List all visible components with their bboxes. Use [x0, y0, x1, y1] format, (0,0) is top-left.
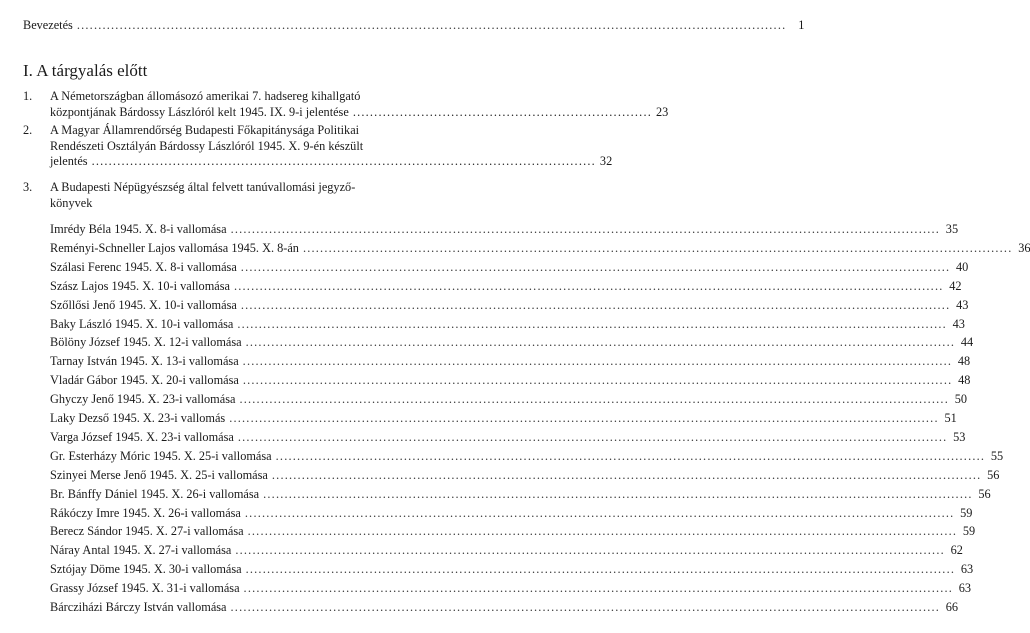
entry-line	[50, 104, 669, 121]
toc-page-number: 59	[960, 505, 973, 520]
toc-entry-1[interactable]	[23, 89, 669, 120]
entry-line	[50, 154, 613, 170]
entry-number: 1.	[23, 89, 33, 103]
section-heading: I. A tárgyalás előtt	[23, 61, 148, 80]
toc-subentry[interactable]	[50, 354, 971, 369]
toc-page-number: 36	[1018, 240, 1030, 255]
toc-page-number: 51	[944, 411, 957, 425]
entry-text: A Magyar Államrendőrség Budapesti Főkapitánysága Politikai	[50, 123, 360, 137]
toc-subentry[interactable]	[50, 316, 965, 332]
entry-line	[50, 89, 492, 105]
dot-leader	[229, 411, 939, 426]
toc-page-number: 56	[987, 467, 1000, 482]
toc-page-number: 48	[957, 354, 971, 369]
toc-page-number: 43	[956, 297, 969, 312]
subentry-title: Bárcziházi Bárczy István vallomása	[50, 600, 227, 614]
subentry-title: Grassy József 1945. X. 31-i vallomása	[50, 581, 240, 596]
toc-subentry[interactable]	[50, 297, 969, 313]
dot-leader	[243, 354, 953, 369]
subentry-title: Br. Bánffy Dániel 1945. X. 26-i vallomása	[50, 486, 260, 501]
dot-leader	[303, 241, 1013, 256]
subentry-title: Bölöny József 1945. X. 12-i vallomása	[50, 335, 242, 350]
toc-page-number: 55	[990, 448, 1004, 463]
toc-page-number: 48	[958, 373, 971, 388]
toc-subentry[interactable]	[50, 373, 971, 388]
subentry-title: Náray Antal 1945. X. 27-i vallomása	[50, 543, 232, 558]
toc-subentry[interactable]	[50, 524, 976, 539]
dot-leader: ......................................................................	[352, 104, 653, 119]
dot-leader	[231, 222, 941, 237]
toc-entry-title: Bevezetés	[23, 18, 73, 32]
dot-leader	[77, 18, 787, 33]
toc-page-number: 43	[952, 316, 965, 331]
toc-entry-intro[interactable]	[23, 18, 805, 33]
subentry-title: Rákóczy Imre 1945. X. 26-i vallomása	[50, 505, 241, 520]
toc-page-number: 62	[950, 543, 963, 558]
toc-subentry[interactable]	[50, 411, 957, 426]
toc-page-number: 53	[953, 429, 966, 444]
entry-text: Rendészeti Osztályán Bárdossy Lászlóról 1945. X. 9-én készült	[50, 138, 364, 153]
toc-page-number: 42	[949, 278, 962, 293]
toc-subentry[interactable]	[50, 259, 969, 275]
dot-leader	[272, 468, 982, 483]
entry-line	[50, 139, 492, 155]
toc-subentry[interactable]	[50, 543, 963, 558]
dot-leader	[234, 279, 944, 294]
subentry-title: Laky Dezső 1945. X. 23-i vallomás	[50, 411, 226, 425]
dot-leader	[237, 317, 947, 332]
subentry-title: Reményi-Schneller Lajos vallomása 1945. X. 8-án	[50, 240, 299, 255]
dot-leader	[246, 562, 956, 577]
subentry-title: Sztójay Döme 1945. X. 30-i vallomása	[50, 562, 242, 577]
dot-leader	[235, 543, 945, 558]
toc-page-number: 59	[962, 524, 976, 539]
entry-text: A Budapesti Népügyészség által felvett tanúvallomási jegyző-	[50, 180, 356, 194]
dot-leader	[231, 600, 941, 615]
toc-page-number: 1	[798, 18, 805, 32]
subentry-title: Szőllősi Jenő 1945. X. 10-i vallomása	[50, 297, 237, 312]
subentry-title: Ghyczy Jenő 1945. X. 23-i vallomása	[50, 392, 236, 407]
toc-subentry[interactable]	[50, 448, 1004, 464]
dot-leader	[241, 298, 951, 313]
toc-subentry[interactable]	[50, 429, 966, 445]
toc-subentry[interactable]	[50, 505, 973, 521]
toc-subentry[interactable]	[50, 562, 974, 577]
dot-leader	[245, 506, 955, 521]
subentry-title: Varga József 1945. X. 23-i vallomása	[50, 429, 234, 444]
entry-number: 3.	[23, 180, 33, 194]
subentry-title: Vladár Gábor 1945. X. 20-i vallomása	[50, 373, 239, 388]
dot-leader	[248, 524, 958, 539]
dot-leader	[244, 581, 954, 596]
toc-page-number: 50	[954, 392, 967, 407]
toc-entry-3[interactable]	[23, 180, 492, 211]
dot-leader	[263, 487, 973, 502]
toc-page-number: 56	[978, 486, 991, 501]
toc-page-number: 32	[599, 154, 613, 168]
subentry-title: Szász Lajos 1945. X. 10-i vallomása	[50, 278, 230, 293]
toc-subentry[interactable]	[50, 392, 967, 407]
toc-page-number: 66	[945, 600, 959, 614]
dot-leader	[241, 260, 951, 275]
toc-subentry[interactable]	[50, 278, 962, 294]
dot-leader: ......................................................................................................................	[91, 154, 596, 168]
dot-leader	[276, 449, 986, 464]
toc-page-number: 63	[958, 581, 972, 596]
toc-subentry[interactable]	[50, 240, 1030, 256]
entry-text: A Németországban állomásozó amerikai 7. hadsereg kihallgató	[50, 89, 361, 103]
toc-entry-2[interactable]	[23, 123, 613, 170]
dot-leader	[246, 335, 956, 350]
entry-number: 2.	[23, 123, 33, 137]
entry-line	[50, 196, 492, 212]
subentry-title: Berecz Sándor 1945. X. 27-i vallomása	[50, 524, 244, 539]
entry-text: jelentés	[50, 154, 88, 168]
subentry-title: Szálasi Ferenc 1945. X. 8-i vallomása	[50, 259, 237, 274]
subentry-title: Szinyei Merse Jenő 1945. X. 25-i vallomása	[50, 467, 268, 482]
toc-subentry[interactable]	[50, 486, 991, 502]
entry-text: könyvek	[50, 195, 93, 210]
toc-subentry[interactable]	[50, 600, 959, 615]
dot-leader	[238, 430, 948, 445]
toc-subentry[interactable]	[50, 335, 974, 350]
toc-page-number: 35	[945, 222, 959, 236]
toc-page-number: 23	[656, 104, 669, 119]
subentry-title: Imrédy Béla 1945. X. 8-i vallomása	[50, 222, 227, 236]
dot-leader	[243, 373, 953, 388]
toc-subentry[interactable]	[50, 467, 1000, 483]
entry-line	[50, 180, 492, 196]
subentry-title: Baky László 1945. X. 10-i vallomása	[50, 316, 234, 331]
subentry-title: Gr. Esterházy Móric 1945. X. 25-i vallomása	[50, 448, 272, 463]
dot-leader	[239, 392, 949, 407]
toc-subentry[interactable]	[50, 581, 972, 596]
toc-page-number: 44	[960, 335, 974, 350]
toc-page-number: 40	[956, 259, 969, 274]
toc-page-number: 63	[960, 562, 974, 577]
entry-line	[50, 123, 492, 139]
entry-text: központjának Bárdossy Lászlóról kelt 1945. IX. 9-i jelentése	[50, 104, 349, 119]
subentry-title: Tarnay István 1945. X. 13-i vallomása	[50, 354, 239, 369]
toc-subentry[interactable]	[50, 222, 959, 237]
